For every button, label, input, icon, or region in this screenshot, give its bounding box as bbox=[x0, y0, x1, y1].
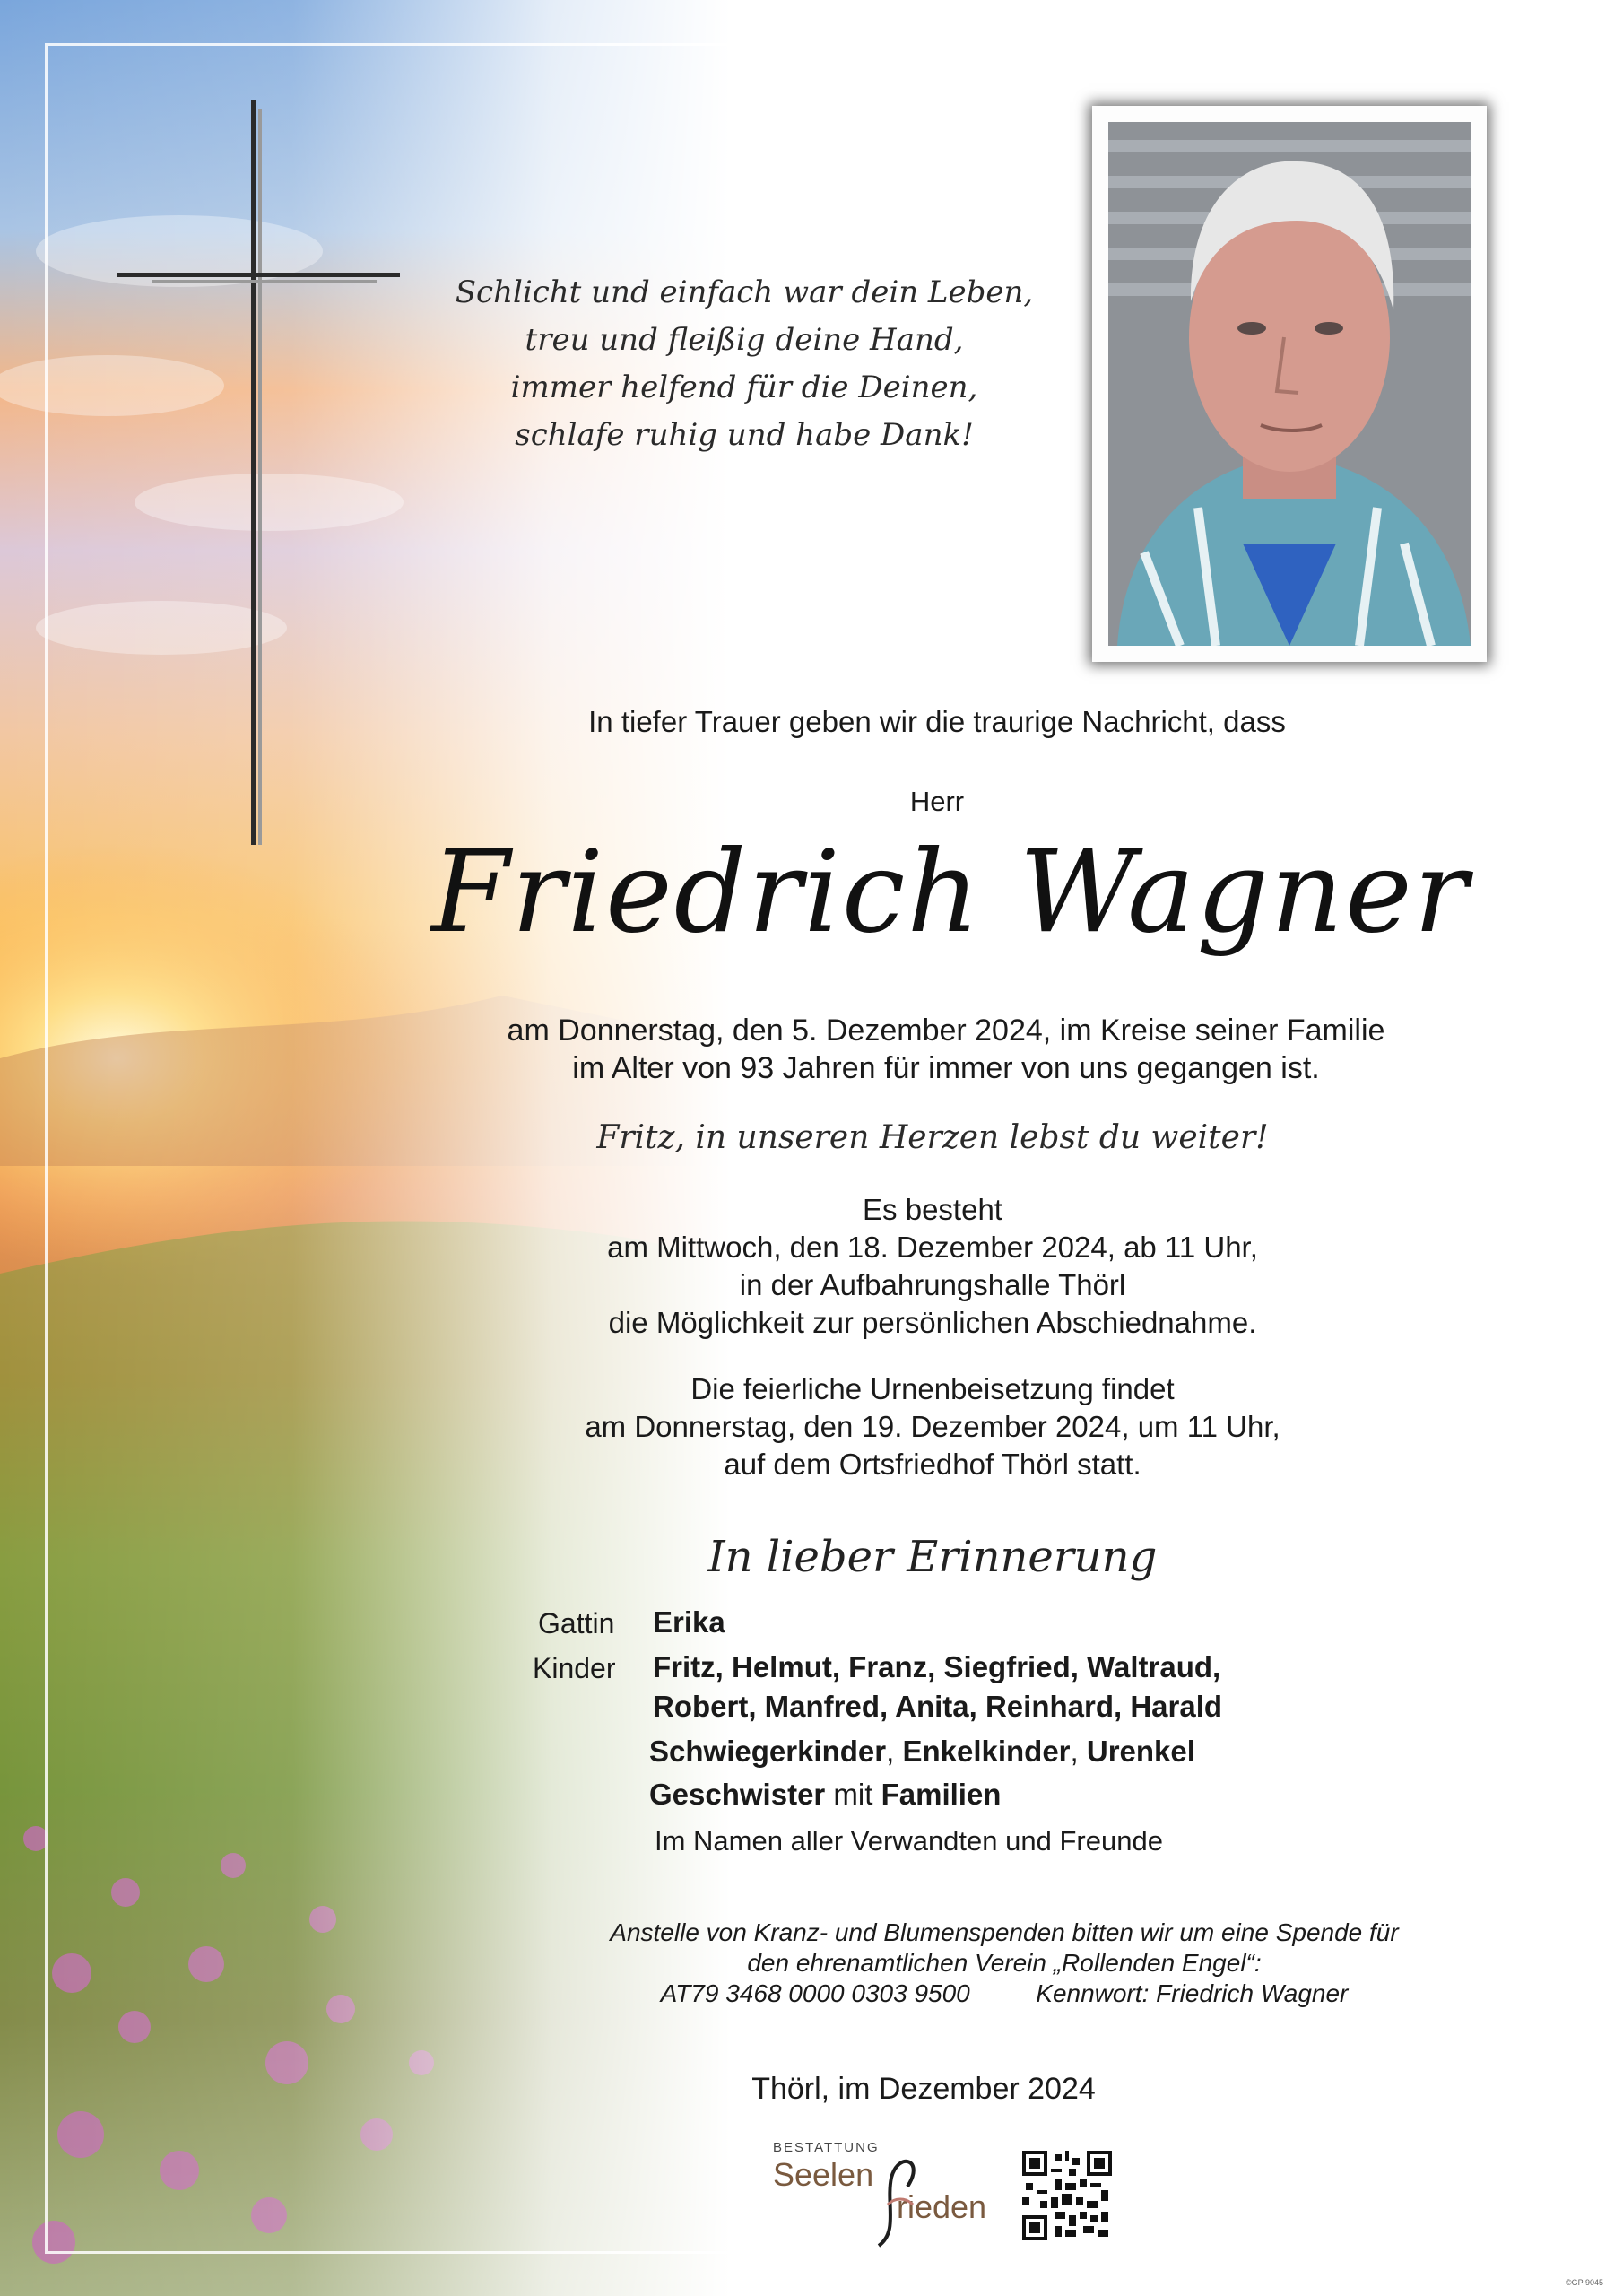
connector: mit bbox=[825, 1778, 881, 1811]
children-line: Robert, Manfred, Anita, Reinhard, Harald bbox=[653, 1690, 1223, 1723]
donation-bank-line bbox=[466, 1979, 1542, 2009]
verse-line: immer helfend für die Deinen, bbox=[510, 370, 978, 405]
burial-line: am Donnerstag, den 19. Dezember 2024, um 11 Uhr, bbox=[585, 1410, 1280, 1443]
salutation: Herr bbox=[909, 786, 965, 817]
farewell-line: Es besteht bbox=[863, 1193, 1002, 1226]
farewell-line: am Mittwoch, den 18. Dezember 2024, ab 11 Uhr, bbox=[607, 1231, 1258, 1264]
relatives-group: Enkelkinder bbox=[902, 1735, 1071, 1768]
donation-line: Anstelle von Kranz- und Blumenspenden bitten wir um eine Spende für bbox=[610, 1918, 1399, 1946]
farewell-line: in der Aufbahrungshalle Thörl bbox=[739, 1268, 1126, 1301]
death-line: am Donnerstag, den 5. Dezember 2024, im Kreise seiner Familie bbox=[507, 1013, 1385, 1048]
children-label: Kinder bbox=[533, 1652, 616, 1684]
farewell-line: die Möglichkeit zur persönlichen Abschiednahme. bbox=[608, 1306, 1257, 1339]
announcement-intro: In tiefer Trauer geben wir die traurige Nachricht, dass bbox=[588, 705, 1286, 738]
memorial-verse bbox=[430, 269, 1058, 459]
spouse-name: Erika bbox=[653, 1605, 725, 1639]
logo-word: Seelen bbox=[773, 2156, 874, 2193]
motto: Fritz, in unseren Herzen lebst du weiter! bbox=[596, 1119, 1269, 1156]
relatives-group: Urenkel bbox=[1086, 1735, 1195, 1768]
spouse-label: Gattin bbox=[538, 1607, 615, 1639]
place-date: Thörl, im Dezember 2024 bbox=[751, 2072, 1096, 2106]
donation-line: den ehrenamtlichen Verein „Rollenden Engel“: bbox=[747, 1949, 1262, 1977]
burial-info bbox=[502, 1370, 1363, 1483]
burial-line: auf dem Ortsfriedhof Thörl statt. bbox=[724, 1448, 1141, 1481]
verse-line: Schlicht und einfach war dein Leben, bbox=[455, 274, 1034, 310]
separator: , bbox=[1070, 1735, 1087, 1768]
logo-word: rieden bbox=[897, 2188, 987, 2225]
qr-code[interactable] bbox=[1022, 2151, 1112, 2240]
children-line: Fritz, Helmut, Franz, Siegfried, Waltraud, bbox=[653, 1650, 1221, 1683]
relatives-group: Familien bbox=[881, 1778, 1002, 1811]
funeral-home-logo bbox=[773, 2142, 979, 2248]
burial-line: Die feierliche Urnenbeisetzung findet bbox=[690, 1372, 1175, 1405]
relatives-group: Schwiegerkinder bbox=[649, 1735, 887, 1768]
farewell-info bbox=[502, 1191, 1363, 1342]
verse-line: schlafe ruhig und habe Dank! bbox=[515, 417, 974, 453]
deceased-name: Friedrich Wagner bbox=[431, 826, 1470, 958]
cross-icon bbox=[117, 100, 404, 845]
logo-caption: BESTATTUNG bbox=[773, 2140, 880, 2155]
relatives-line bbox=[649, 1735, 1195, 1769]
donation-keyword: Kennwort: Friedrich Wagner bbox=[1036, 1979, 1349, 2007]
death-line: im Alter von 93 Jahren für immer von uns gegangen ist. bbox=[572, 1051, 1320, 1085]
separator: , bbox=[886, 1735, 903, 1768]
siblings-line bbox=[649, 1778, 1001, 1812]
death-notice bbox=[430, 1012, 1462, 1087]
mourners-heading: In lieber Erinnerung bbox=[707, 1532, 1158, 1582]
portrait-photo bbox=[1092, 106, 1487, 662]
on-behalf-line: Im Namen aller Verwandten und Freunde bbox=[655, 1825, 1163, 1857]
relatives-group: Geschwister bbox=[649, 1778, 826, 1811]
print-code: ©GP 9045 bbox=[1566, 2278, 1603, 2287]
iban: AT79 3468 0000 0303 9500 bbox=[660, 1979, 970, 2007]
donation-note bbox=[466, 1918, 1542, 2009]
verse-line: treu und fleißig deine Hand, bbox=[525, 322, 964, 358]
